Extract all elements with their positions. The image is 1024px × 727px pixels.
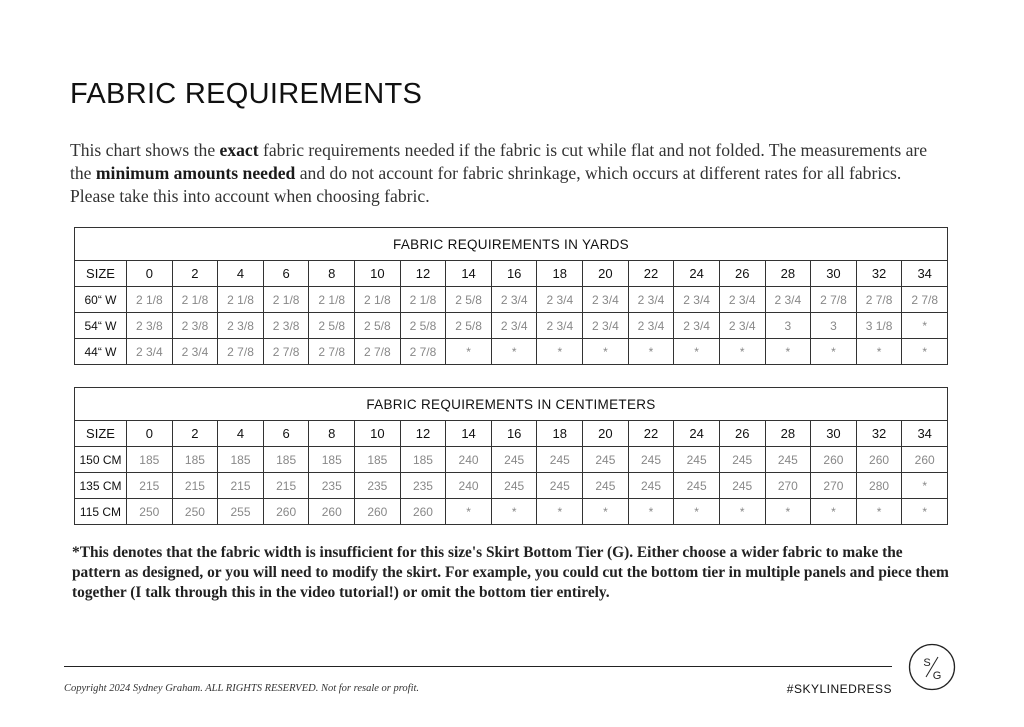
table-cell: 250 bbox=[172, 499, 218, 525]
table-cell: 260 bbox=[400, 499, 446, 525]
table-cell: 2 7/8 bbox=[263, 339, 309, 365]
row-label: 44“ W bbox=[75, 339, 127, 365]
table-cell: 255 bbox=[218, 499, 264, 525]
size-header-cell: 12 bbox=[400, 261, 446, 287]
size-header-cell: 14 bbox=[446, 261, 492, 287]
table-cell: 260 bbox=[902, 447, 948, 473]
size-header-cell: 32 bbox=[856, 421, 902, 447]
yards-table-header-row bbox=[75, 261, 948, 287]
footer-divider bbox=[64, 666, 892, 667]
table-cell: 3 bbox=[765, 313, 811, 339]
size-header-cell: 0 bbox=[127, 261, 173, 287]
table-cell: 245 bbox=[537, 447, 583, 473]
size-header-cell: 24 bbox=[674, 261, 720, 287]
logo-letter-g: G bbox=[932, 670, 942, 682]
size-header-cell: 24 bbox=[674, 421, 720, 447]
table-cell: 250 bbox=[127, 499, 173, 525]
table-cell: 245 bbox=[674, 473, 720, 499]
table-cell: 2 3/8 bbox=[172, 313, 218, 339]
size-header-cell: 10 bbox=[355, 421, 401, 447]
table-cell: 3 bbox=[811, 313, 857, 339]
table-cell: 245 bbox=[491, 473, 537, 499]
size-header-cell: 12 bbox=[400, 421, 446, 447]
table-cell: 280 bbox=[856, 473, 902, 499]
table-cell: 2 3/4 bbox=[127, 339, 173, 365]
size-header-cell: 22 bbox=[628, 261, 674, 287]
page-title: FABRIC REQUIREMENTS bbox=[70, 78, 423, 110]
table-cell: 2 3/4 bbox=[719, 287, 765, 313]
size-header-label: SIZE bbox=[75, 261, 127, 287]
size-header-cell: 14 bbox=[446, 421, 492, 447]
table-cell: 2 3/4 bbox=[628, 313, 674, 339]
size-header-cell: 18 bbox=[537, 261, 583, 287]
table-cell: 2 1/8 bbox=[355, 287, 401, 313]
table-cell: 2 3/4 bbox=[491, 287, 537, 313]
size-header-cell: 28 bbox=[765, 261, 811, 287]
table-row bbox=[75, 499, 948, 525]
size-header-cell: 0 bbox=[127, 421, 173, 447]
table-cell: 245 bbox=[719, 447, 765, 473]
table-cell: 2 3/4 bbox=[674, 287, 720, 313]
size-header-cell: 20 bbox=[583, 261, 629, 287]
table-cell: * bbox=[902, 473, 948, 499]
table-row bbox=[75, 473, 948, 499]
copyright-text: Copyright 2024 Sydney Graham. ALL RIGHTS RESERVED. Not for resale or profit. bbox=[64, 683, 420, 694]
table-cell: 2 5/8 bbox=[446, 287, 492, 313]
table-cell: * bbox=[674, 339, 720, 365]
table-cell: 2 3/8 bbox=[218, 313, 264, 339]
table-cell: 2 5/8 bbox=[355, 313, 401, 339]
table-cell: 2 7/8 bbox=[218, 339, 264, 365]
table-cell: 185 bbox=[355, 447, 401, 473]
intro-bold-minimum: minimum amounts needed bbox=[95, 163, 296, 183]
table-cell: 2 1/8 bbox=[172, 287, 218, 313]
size-header-cell: 30 bbox=[811, 261, 857, 287]
cm-table-caption: FABRIC REQUIREMENTS IN CENTIMETERS bbox=[75, 388, 948, 421]
table-cell: 2 3/8 bbox=[127, 313, 173, 339]
table-cell: * bbox=[902, 339, 948, 365]
table-cell: * bbox=[811, 339, 857, 365]
table-cell: 245 bbox=[583, 447, 629, 473]
table-cell: 2 1/8 bbox=[400, 287, 446, 313]
table-cell: * bbox=[628, 339, 674, 365]
table-cell: 2 3/8 bbox=[263, 313, 309, 339]
table-cell: 2 3/4 bbox=[583, 313, 629, 339]
table-cell: * bbox=[674, 499, 720, 525]
table-cell: 245 bbox=[628, 473, 674, 499]
table-cell: * bbox=[491, 339, 537, 365]
table-cell: * bbox=[902, 499, 948, 525]
table-cell: 235 bbox=[355, 473, 401, 499]
table-cell: 2 1/8 bbox=[309, 287, 355, 313]
table-cell: 245 bbox=[537, 473, 583, 499]
table-row bbox=[75, 313, 948, 339]
table-cell: 235 bbox=[400, 473, 446, 499]
asterisk-note: *This denotes that the fabric width is insufficient for this size's Skirt Bottom Tier (G). Either choose a wider fabric to make the pattern as designed, or you will need to modify the skirt. For example, you could cut the bottom tier in multiple panels and piece them together (I talk through this in the video tutorial!) or omit the bottom tier entirely. bbox=[72, 544, 949, 601]
table-cell: 245 bbox=[719, 473, 765, 499]
table-cell: 2 7/8 bbox=[355, 339, 401, 365]
table-cell: * bbox=[856, 499, 902, 525]
table-cell: 245 bbox=[583, 473, 629, 499]
table-cell: 2 3/4 bbox=[491, 313, 537, 339]
table-cell: 2 3/4 bbox=[765, 287, 811, 313]
table-cell: 185 bbox=[218, 447, 264, 473]
table-cell: 2 7/8 bbox=[902, 287, 948, 313]
table-cell: 245 bbox=[491, 447, 537, 473]
size-header-cell: 2 bbox=[172, 421, 218, 447]
table-cell: 2 3/4 bbox=[719, 313, 765, 339]
table-row bbox=[75, 339, 948, 365]
size-header-cell: 8 bbox=[309, 421, 355, 447]
table-cell: 185 bbox=[400, 447, 446, 473]
table-cell: 185 bbox=[172, 447, 218, 473]
row-label: 150 CM bbox=[75, 447, 127, 473]
table-cell: 2 3/4 bbox=[172, 339, 218, 365]
size-header-cell: 2 bbox=[172, 261, 218, 287]
size-header-cell: 28 bbox=[765, 421, 811, 447]
size-header-cell: 34 bbox=[902, 261, 948, 287]
row-label: 135 CM bbox=[75, 473, 127, 499]
table-cell: 240 bbox=[446, 473, 492, 499]
size-header-cell: 16 bbox=[491, 421, 537, 447]
table-cell: * bbox=[583, 499, 629, 525]
row-label: 115 CM bbox=[75, 499, 127, 525]
table-cell: * bbox=[765, 339, 811, 365]
table-cell: 215 bbox=[127, 473, 173, 499]
table-cell: 215 bbox=[218, 473, 264, 499]
table-cell: * bbox=[583, 339, 629, 365]
table-cell: 2 7/8 bbox=[400, 339, 446, 365]
table-cell: 185 bbox=[309, 447, 355, 473]
size-header-cell: 6 bbox=[263, 261, 309, 287]
table-cell: 270 bbox=[811, 473, 857, 499]
size-header-cell: 8 bbox=[309, 261, 355, 287]
table-cell: 2 5/8 bbox=[446, 313, 492, 339]
intro-paragraph bbox=[70, 139, 950, 208]
cm-table-header-row bbox=[75, 421, 948, 447]
table-cell: 2 3/4 bbox=[537, 313, 583, 339]
size-header-cell: 18 bbox=[537, 421, 583, 447]
intro-text-1: This chart shows the bbox=[70, 140, 220, 160]
table-cell: 260 bbox=[811, 447, 857, 473]
size-header-cell: 16 bbox=[491, 261, 537, 287]
size-header-cell: 34 bbox=[902, 421, 948, 447]
table-row bbox=[75, 287, 948, 313]
size-header-cell: 10 bbox=[355, 261, 401, 287]
size-header-label: SIZE bbox=[75, 421, 127, 447]
table-cell: 260 bbox=[263, 499, 309, 525]
table-cell: 270 bbox=[765, 473, 811, 499]
table-cell: * bbox=[719, 499, 765, 525]
table-cell: * bbox=[491, 499, 537, 525]
table-cell: 245 bbox=[765, 447, 811, 473]
table-cell: 2 7/8 bbox=[856, 287, 902, 313]
size-header-cell: 4 bbox=[218, 261, 264, 287]
table-cell: 2 1/8 bbox=[127, 287, 173, 313]
table-cell: 260 bbox=[355, 499, 401, 525]
cm-table bbox=[74, 387, 948, 525]
yards-table bbox=[74, 227, 948, 365]
table-cell: 185 bbox=[127, 447, 173, 473]
table-cell: 2 7/8 bbox=[309, 339, 355, 365]
size-header-cell: 22 bbox=[628, 421, 674, 447]
table-cell: 2 3/4 bbox=[583, 287, 629, 313]
table-cell: 245 bbox=[674, 447, 720, 473]
table-cell: * bbox=[446, 499, 492, 525]
table-cell: * bbox=[537, 339, 583, 365]
size-header-cell: 6 bbox=[263, 421, 309, 447]
table-cell: * bbox=[628, 499, 674, 525]
size-header-cell: 26 bbox=[719, 421, 765, 447]
table-cell: * bbox=[719, 339, 765, 365]
hashtag-label: #SKYLINEDRESS bbox=[786, 682, 892, 696]
table-row bbox=[75, 447, 948, 473]
table-cell: * bbox=[902, 313, 948, 339]
yards-table-caption: FABRIC REQUIREMENTS IN YARDS bbox=[75, 228, 948, 261]
table-cell: 2 3/4 bbox=[537, 287, 583, 313]
table-cell: 185 bbox=[263, 447, 309, 473]
table-cell: 2 1/8 bbox=[263, 287, 309, 313]
intro-text-3: and do not account for fabric shrinkage, which occurs at different rates for all fabrics. Please take this into account when choosing fabric. bbox=[70, 163, 902, 206]
table-cell: 215 bbox=[263, 473, 309, 499]
table-cell: 245 bbox=[628, 447, 674, 473]
intro-bold-exact: exact bbox=[219, 140, 259, 160]
size-header-cell: 20 bbox=[583, 421, 629, 447]
logo-letter-s: S bbox=[923, 657, 931, 669]
table-cell: 2 5/8 bbox=[309, 313, 355, 339]
table-cell: 2 3/4 bbox=[628, 287, 674, 313]
size-header-cell: 26 bbox=[719, 261, 765, 287]
table-cell: * bbox=[446, 339, 492, 365]
table-cell: 240 bbox=[446, 447, 492, 473]
table-cell: 2 3/4 bbox=[674, 313, 720, 339]
table-cell: 235 bbox=[309, 473, 355, 499]
size-header-cell: 30 bbox=[811, 421, 857, 447]
table-cell: 260 bbox=[309, 499, 355, 525]
table-cell: * bbox=[856, 339, 902, 365]
table-cell: * bbox=[811, 499, 857, 525]
table-cell: 215 bbox=[172, 473, 218, 499]
row-label: 60“ W bbox=[75, 287, 127, 313]
table-cell: 2 7/8 bbox=[811, 287, 857, 313]
table-cell: * bbox=[765, 499, 811, 525]
table-cell: 260 bbox=[856, 447, 902, 473]
table-cell: * bbox=[537, 499, 583, 525]
table-cell: 3 1/8 bbox=[856, 313, 902, 339]
table-cell: 2 1/8 bbox=[218, 287, 264, 313]
intro-text-2: fabric requirements needed if the fabric is cut while flat and not folded. The measurements are the bbox=[70, 140, 928, 183]
table-cell: 2 5/8 bbox=[400, 313, 446, 339]
sg-logo-icon bbox=[908, 643, 956, 691]
row-label: 54“ W bbox=[75, 313, 127, 339]
size-header-cell: 4 bbox=[218, 421, 264, 447]
size-header-cell: 32 bbox=[856, 261, 902, 287]
